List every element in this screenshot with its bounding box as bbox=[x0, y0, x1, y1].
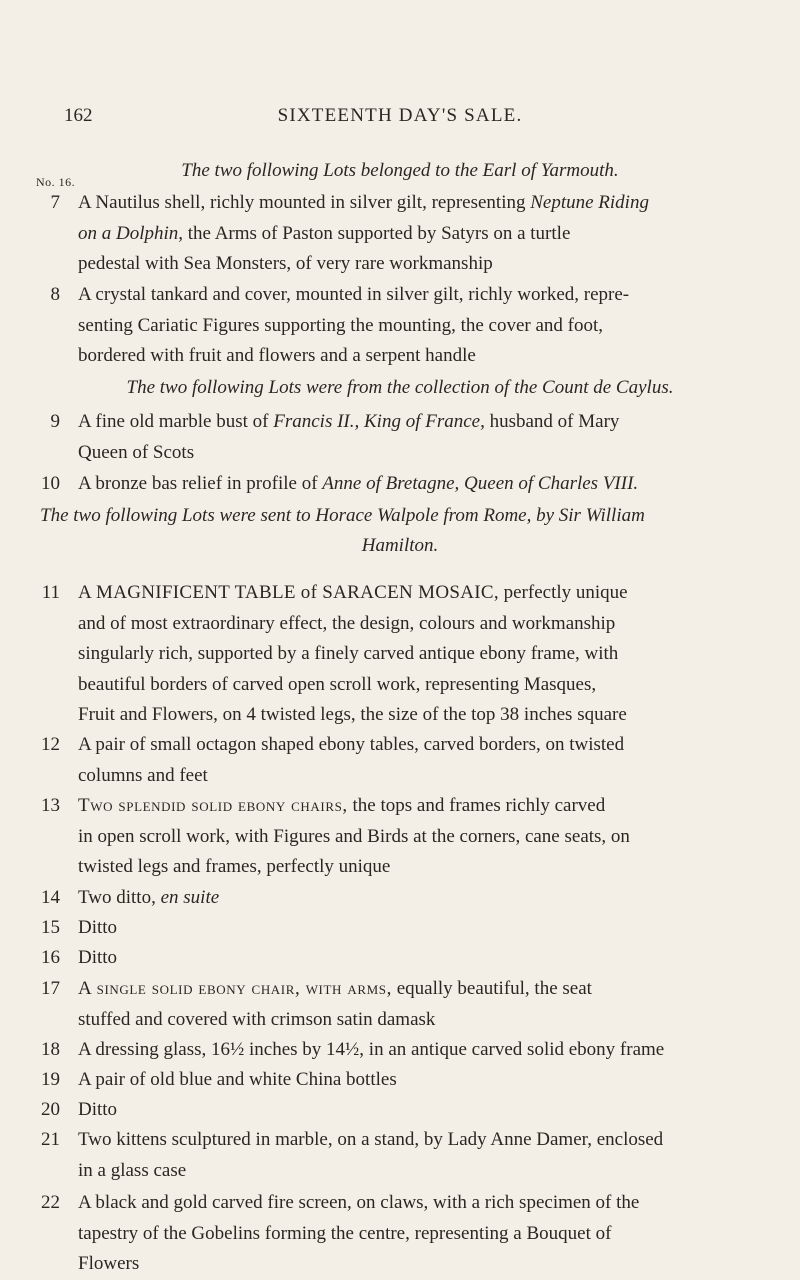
lot-number: 15 bbox=[41, 917, 60, 938]
lot-text-line: Ditto bbox=[78, 947, 118, 968]
lot-text-line: A crystal tankard and cover, mounted in silver gilt, richly worked, repre- bbox=[78, 284, 630, 305]
lot-description bbox=[78, 578, 758, 731]
column-label: No. 16. bbox=[36, 175, 76, 189]
lot-text-line: Flowers bbox=[78, 1253, 140, 1274]
lot-text-line: bordered with fruit and flowers and a serpent handle bbox=[78, 345, 476, 366]
lot-text-line: in open scroll work, with Figures and Birds at the corners, cane seats, on bbox=[78, 825, 630, 847]
lot-number: 12 bbox=[41, 734, 60, 755]
lot-text-line: Ditto bbox=[78, 1099, 118, 1120]
lot-number: 19 bbox=[41, 1069, 60, 1090]
lot-text-line: senting Cariatic Figures supporting the mounting, the cover and foot, bbox=[78, 314, 604, 336]
lot-text-line: A Nautilus shell, richly mounted in silver gilt, representing bbox=[78, 192, 526, 213]
lot-text-line: twisted legs and frames, perfectly unique bbox=[78, 856, 391, 877]
lot-text-line: A pair of old blue and white China bottles bbox=[78, 1069, 397, 1090]
section-heading-earl-of-yarmouth: The two following Lots belonged to the Earl of Yarmouth. bbox=[181, 160, 619, 181]
running-header bbox=[0, 105, 800, 135]
lot-text-line: en suite bbox=[160, 887, 220, 908]
lot-text-line: A black and gold carved fire screen, on claws, with a rich specimen of the bbox=[78, 1192, 640, 1213]
lot-text-line: Anne of Bretagne, Queen of Charles VIII. bbox=[322, 473, 639, 494]
lot-text-line: in a glass case bbox=[78, 1159, 187, 1181]
lot-number: 11 bbox=[41, 582, 60, 603]
lot-number: 10 bbox=[41, 473, 60, 494]
section-heading-horace-walpole-cont: Hamilton. bbox=[361, 535, 439, 556]
lot-number: 21 bbox=[41, 1129, 60, 1150]
lot-description bbox=[78, 1065, 758, 1096]
lot-number: 8 bbox=[50, 284, 60, 305]
lot-number: 17 bbox=[41, 978, 60, 999]
lot-text-line: Two splendid solid ebony chairs, bbox=[78, 795, 348, 816]
lot-text-line: A bronze bas relief in profile of bbox=[78, 473, 318, 494]
lot-text-line: Neptune Riding bbox=[530, 192, 649, 213]
lot-number: 9 bbox=[50, 411, 60, 432]
lot-description bbox=[78, 943, 758, 974]
lot-description bbox=[78, 974, 758, 1035]
lot-number: 16 bbox=[41, 947, 60, 968]
lot-text-line: stuffed and covered with crimson satin damask bbox=[78, 1008, 436, 1030]
lot-text-line: the Arms of Paston supported by Satyrs on a turtle bbox=[187, 222, 571, 244]
lot-description bbox=[78, 1125, 758, 1186]
lot-text-line: A MAGNIFICENT TABLE of SARACEN MOSAIC, bbox=[78, 582, 499, 603]
lot-description bbox=[78, 280, 758, 372]
lot-text-line: tapestry of the Gobelins forming the centre, representing a Bouquet of bbox=[78, 1222, 612, 1244]
lot-number: 14 bbox=[41, 887, 60, 908]
lot-number: 22 bbox=[41, 1192, 60, 1213]
lot-text-line: A single solid ebony chair, with arms, bbox=[78, 978, 392, 999]
lot-text-line: on a Dolphin, bbox=[78, 222, 184, 244]
lot-text-line: husband of Mary bbox=[489, 411, 620, 432]
lot-description bbox=[78, 730, 758, 791]
lot-text-line: perfectly unique bbox=[503, 582, 628, 603]
lot-description bbox=[78, 1188, 758, 1280]
lot-description bbox=[78, 913, 758, 944]
lot-text-line: columns and feet bbox=[78, 764, 208, 786]
lot-text-line: A fine old marble bust of bbox=[78, 411, 269, 432]
lot-description bbox=[78, 883, 758, 914]
lot-description bbox=[78, 791, 758, 883]
lot-number: 13 bbox=[41, 795, 60, 816]
lot-text-line: Francis II., King of France, bbox=[273, 411, 485, 432]
lot-number: 20 bbox=[41, 1099, 60, 1120]
lot-number: 7 bbox=[50, 192, 60, 213]
lot-text-line: equally beautiful, the seat bbox=[396, 978, 592, 999]
lot-text-line: Queen of Scots bbox=[78, 441, 195, 463]
lot-text-line: the tops and frames richly carved bbox=[352, 795, 606, 816]
lot-text-line: singularly rich, supported by a finely carved antique ebony frame, with bbox=[78, 643, 619, 664]
page-number: 162 bbox=[64, 105, 93, 126]
lot-description bbox=[78, 407, 758, 468]
lot-text-line: pedestal with Sea Monsters, of very rare workmanship bbox=[78, 253, 493, 274]
lot-text-line: beautiful borders of carved open scroll work, representing Masques, bbox=[78, 673, 597, 695]
lot-text-line: Ditto bbox=[78, 917, 118, 938]
lot-text-line: Two ditto, bbox=[78, 887, 156, 908]
lot-description bbox=[78, 1095, 758, 1126]
lot-description bbox=[78, 1035, 758, 1066]
section-heading-count-de-caylus: The two following Lots were from the collection of the Count de Caylus. bbox=[126, 377, 674, 398]
lot-text-line: and of most extraordinary effect, the design, colours and workmanship bbox=[78, 612, 616, 634]
lot-description bbox=[78, 469, 758, 500]
running-title: SIXTEENTH DAY'S SALE. bbox=[277, 105, 523, 126]
lot-number: 18 bbox=[41, 1039, 60, 1060]
lot-text-line: Two kittens sculptured in marble, on a stand, by Lady Anne Damer, enclosed bbox=[78, 1129, 664, 1150]
lot-text-line: A dressing glass, 16½ inches by 14½, in an antique carved solid ebony frame bbox=[78, 1039, 665, 1060]
lot-text-line: A pair of small octagon shaped ebony tables, carved borders, on twisted bbox=[78, 734, 625, 755]
section-heading-horace-walpole: The two following Lots were sent to Horace Walpole from Rome, by Sir William bbox=[40, 505, 645, 526]
lot-text-line: Fruit and Flowers, on 4 twisted legs, the size of the top 38 inches square bbox=[78, 704, 627, 725]
lot-description bbox=[78, 188, 758, 280]
